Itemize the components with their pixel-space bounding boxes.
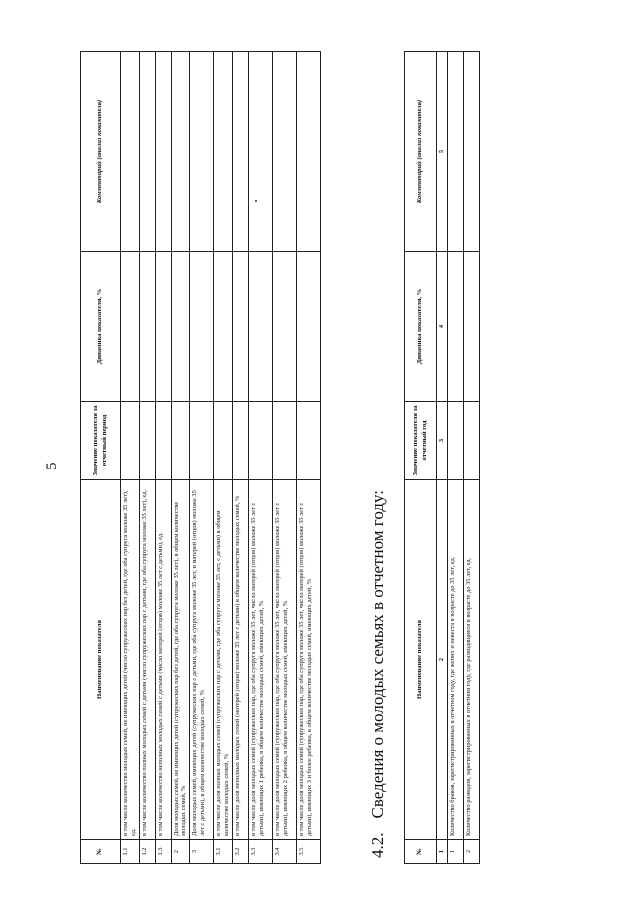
- header-value: Значение показателя за отчетный год: [405, 402, 437, 480]
- column-index: 5: [437, 52, 448, 252]
- comment-cell: [448, 52, 464, 252]
- row-text: Количество разводов, зарегистрированных в отчетном году, где разводящиеся в возрасте до 35 лет, ед.: [464, 480, 480, 840]
- value-cell: [272, 402, 296, 480]
- row-number: 3.5: [296, 840, 320, 864]
- table-row: [272, 52, 296, 864]
- comment-cell: [464, 52, 480, 252]
- row-number: 2: [464, 840, 480, 864]
- value-cell: [214, 402, 233, 480]
- page-number: 5: [44, 462, 60, 470]
- column-index: 3: [437, 402, 448, 480]
- column-index: 2: [437, 480, 448, 840]
- dynamics-cell: [272, 252, 296, 402]
- table-row: [139, 52, 155, 864]
- value-cell: [121, 402, 140, 480]
- value-cell: [232, 402, 248, 480]
- dynamics-cell: [214, 252, 233, 402]
- row-text: в том числе доля молодых семей (супружеских пар, где оба супруга моложе 35 лет, число матерей (отцов) моложе 35 лет с детьми), имеющих 3 и более ребенка, в общем количестве молодых семей, имеющих детей, %: [296, 480, 320, 840]
- table-row: [448, 52, 464, 864]
- row-text: в том числе количество молодых семей, не имеющих детей (число супружеских пар без детей, где оба супруга моложе 35 лет), ед.: [121, 480, 140, 840]
- row-number: 1.3: [155, 840, 171, 864]
- scan-speck: [255, 200, 257, 202]
- header-num: №: [405, 840, 437, 864]
- value-cell: [139, 402, 155, 480]
- row-text: в том числе доля полных молодых семей (супружеских пар с детьми, где оба супруга моложе 35 лет, с детьми) в общем количестве молодых семей, %: [214, 480, 233, 840]
- dynamics-cell: [121, 252, 140, 402]
- section-title: Сведения о молодых семьях в отчетном году:: [368, 489, 387, 819]
- row-number: 3.1: [214, 840, 233, 864]
- header-indicator-name: Наименование показателя: [405, 480, 437, 840]
- header-value: Значение показателя за отчетный период: [81, 402, 121, 480]
- row-text: в том числе доля неполных молодых семей (матерей (отцов) моложе 35 лет с детьми) в общем количестве молодых семей, %: [232, 480, 248, 840]
- comment-cell: [121, 52, 140, 252]
- row-text: Доля молодых семей, имеющих детей (супружеских пар с детьми, где оба супруга моложе 35 лет, и матерей (отцов) моложе 35 лет с детьми), в общем количестве молодых семей, %: [190, 480, 214, 840]
- indicators-table: [80, 51, 321, 864]
- header-comment: Комментарий (анализ показателя): [405, 52, 437, 252]
- column-index: 1: [437, 840, 448, 864]
- dynamics-cell: [464, 252, 480, 402]
- row-number: 1.1: [121, 840, 140, 864]
- comment-cell: [155, 52, 171, 252]
- table-row: [296, 52, 320, 864]
- table-row: [190, 52, 214, 864]
- row-number: 1.2: [139, 840, 155, 864]
- row-text: в том числе доля молодых семей (супружеских пар, где оба супруга моложе 35 лет, число матерей (отцов) моложе 35 лет с детьми), имеющих 2 ребенка, в общем количестве молодых семей, имеющих детей, %: [272, 480, 296, 840]
- value-cell: [190, 402, 214, 480]
- header-num: №: [81, 840, 121, 864]
- row-number: 3.2: [232, 840, 248, 864]
- value-cell: [171, 402, 190, 480]
- header-dynamics: Динамика показателя, %: [405, 252, 437, 402]
- dynamics-cell: [248, 252, 272, 402]
- value-cell: [448, 402, 464, 480]
- table-row: [464, 52, 480, 864]
- row-text: в том числе количество неполных молодых семей с детьми (число матерей (отцов) моложе 35 лет с детьми), ед.: [155, 480, 171, 840]
- table-row: [232, 52, 248, 864]
- comment-cell: [190, 52, 214, 252]
- row-text: Доля молодых семей, не имеющих детей (супружеских пар без детей, где оба супруга моложе 35 лет), в общем количестве молодых семей, %: [171, 480, 190, 840]
- value-cell: [155, 402, 171, 480]
- section-number: 4.2.: [368, 832, 387, 858]
- comment-cell: [171, 52, 190, 252]
- table-row: [248, 52, 272, 864]
- row-number: 2: [171, 840, 190, 864]
- row-text: в том числе количество полных молодых семей с детьми (число супружеских пар с детьми, где оба супруга моложе 35 лет), ед.: [139, 480, 155, 840]
- dynamics-cell: [155, 252, 171, 402]
- column-index-row: [437, 52, 448, 864]
- comment-cell: [214, 52, 233, 252]
- column-index: 4: [437, 252, 448, 402]
- dynamics-cell: [171, 252, 190, 402]
- dynamics-cell: [139, 252, 155, 402]
- row-text: Количество браков, зарегистрированных в отчетном году, где жених и невеста в возрасте до 35 лет, ед.: [448, 480, 464, 840]
- row-number: 3.4: [272, 840, 296, 864]
- row-number: 3.3: [248, 840, 272, 864]
- row-number: 1: [448, 840, 464, 864]
- value-cell: [248, 402, 272, 480]
- table-row: [171, 52, 190, 864]
- comment-cell: [232, 52, 248, 252]
- section-heading: [368, 490, 388, 858]
- comment-cell: [272, 52, 296, 252]
- table-row: [214, 52, 233, 864]
- dynamics-cell: [190, 252, 214, 402]
- young-families-table: [404, 51, 480, 864]
- row-number: 3: [190, 840, 214, 864]
- table-header-row: [81, 52, 121, 864]
- comment-cell: [139, 52, 155, 252]
- comment-cell: [296, 52, 320, 252]
- value-cell: [296, 402, 320, 480]
- header-dynamics: Динамика показателя, %: [81, 252, 121, 402]
- value-cell: [464, 402, 480, 480]
- comment-cell: [248, 52, 272, 252]
- row-text: в том числе доля молодых семей (супружеских пар, где оба супруга моложе 35 лет, число матерей (отцов) моложе 35 лет с детьми), имеющих 1 ребенка, в общем количестве молодых семей, имеющих детей, %: [248, 480, 272, 840]
- table-row: [121, 52, 140, 864]
- header-comment: Комментарий (анализ показателя): [81, 52, 121, 252]
- table-header-row: [405, 52, 437, 864]
- header-indicator-name: Наименование показателя: [81, 480, 121, 840]
- dynamics-cell: [296, 252, 320, 402]
- dynamics-cell: [232, 252, 248, 402]
- dynamics-cell: [448, 252, 464, 402]
- table-row: [155, 52, 171, 864]
